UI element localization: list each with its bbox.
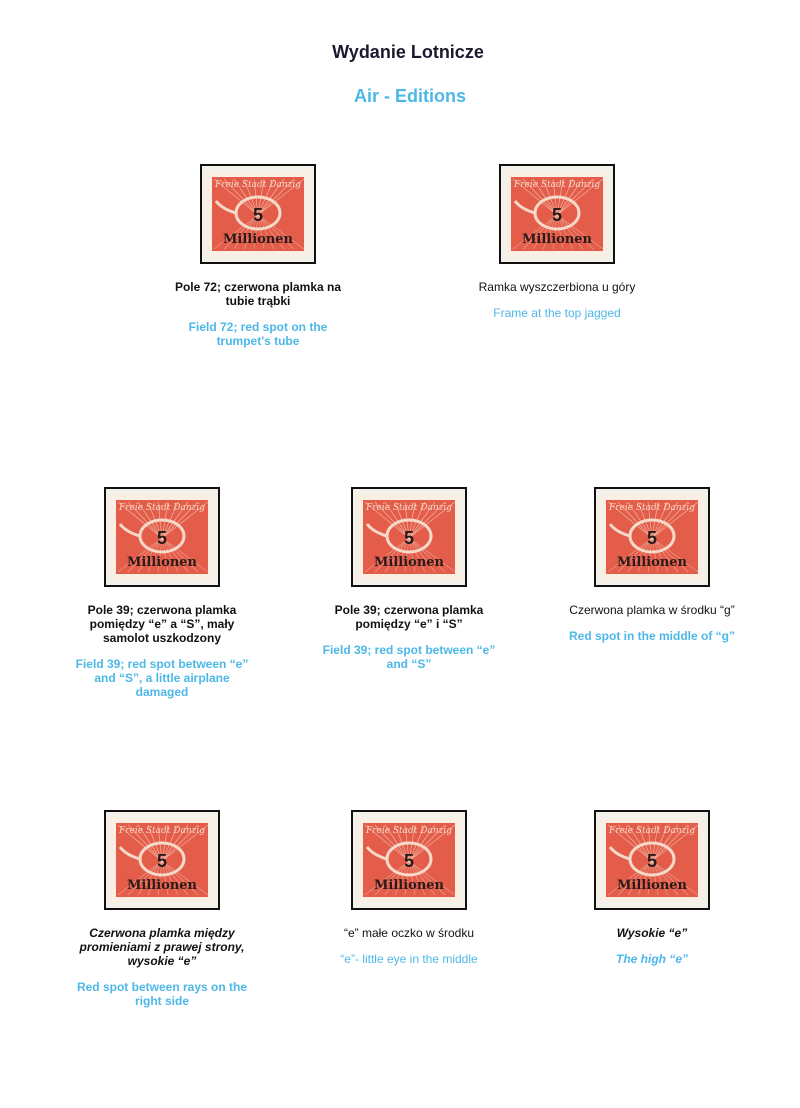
stamp-value: 5 bbox=[646, 851, 658, 871]
stamp-country-text: Freie Stadt Danzig bbox=[365, 503, 453, 513]
caption-polish: Czerwona plamka między promieniami z prawej strony, wysokie “e” bbox=[79, 926, 245, 968]
caption-english: “e”- little eye in the middle bbox=[340, 952, 478, 966]
stamp-mount bbox=[594, 487, 710, 587]
caption-english: Red spot in the middle of “g” bbox=[569, 629, 735, 643]
stamp-country-text: Freie Stadt Danzig bbox=[513, 180, 601, 190]
stamp-item-8 bbox=[532, 810, 772, 966]
stamp-overprint: Millionen bbox=[223, 232, 293, 247]
stamp-country-text: Freie Stadt Danzig bbox=[608, 503, 696, 513]
stamp-value: 5 bbox=[252, 205, 264, 225]
stamp-overprint: Millionen bbox=[617, 555, 687, 570]
caption-polish: Ramka wyszczerbiona u góry bbox=[478, 280, 636, 294]
stamp-country-text: Freie Stadt Danzig bbox=[608, 826, 696, 836]
stamp-image bbox=[505, 171, 609, 257]
stamp-overprint: Millionen bbox=[374, 878, 444, 893]
stamp-country-text: Freie Stadt Danzig bbox=[118, 503, 206, 513]
stamp-image bbox=[600, 494, 704, 580]
stamp-item-1 bbox=[138, 164, 378, 348]
stamp-item-7 bbox=[289, 810, 529, 966]
caption-polish: Pole 39; czerwona plamka pomiędzy “e” a “S”, mały samolot uszkodzony bbox=[87, 603, 237, 645]
stamp-mount bbox=[594, 810, 710, 910]
stamp-mount bbox=[104, 487, 220, 587]
caption-english: Field 39; red spot between “e” and “S”, a little airplane damaged bbox=[75, 657, 249, 699]
stamp-value: 5 bbox=[403, 851, 415, 871]
caption-polish: Pole 39; czerwona plamka pomiędzy “e” i “S” bbox=[334, 603, 484, 631]
stamp-value: 5 bbox=[646, 528, 658, 548]
stamp-image bbox=[600, 817, 704, 903]
page-subtitle: Air - Editions bbox=[354, 86, 466, 106]
stamp-item-6 bbox=[42, 810, 282, 1008]
stamp-mount bbox=[351, 810, 467, 910]
caption-english: Field 39; red spot between “e” and “S” bbox=[322, 643, 496, 671]
stamp-overprint: Millionen bbox=[127, 878, 197, 893]
caption-english: Field 72; red spot on the trumpet's tube bbox=[188, 320, 328, 348]
stamp-image bbox=[357, 817, 461, 903]
stamp-image bbox=[110, 817, 214, 903]
stamp-mount bbox=[200, 164, 316, 264]
stamp-country-text: Freie Stadt Danzig bbox=[214, 180, 302, 190]
caption-polish: “e” małe oczko w środku bbox=[343, 926, 475, 940]
page-title: Wydanie Lotnicze bbox=[332, 42, 484, 62]
stamp-mount bbox=[499, 164, 615, 264]
caption-english: The high “e” bbox=[616, 952, 688, 966]
stamp-overprint: Millionen bbox=[617, 878, 687, 893]
caption-polish: Czerwona plamka w środku “g” bbox=[569, 603, 735, 617]
caption-english: Red spot between rays on the right side bbox=[76, 980, 248, 1008]
stamp-item-5 bbox=[532, 487, 772, 643]
stamp-mount bbox=[351, 487, 467, 587]
stamp-value: 5 bbox=[403, 528, 415, 548]
stamp-item-2 bbox=[437, 164, 677, 320]
stamp-country-text: Freie Stadt Danzig bbox=[365, 826, 453, 836]
caption-polish: Pole 72; czerwona plamka na tubie trąbki bbox=[174, 280, 342, 308]
stamp-image bbox=[110, 494, 214, 580]
stamp-mount bbox=[104, 810, 220, 910]
stamp-item-4 bbox=[289, 487, 529, 671]
caption-polish: Wysokie “e” bbox=[616, 926, 688, 940]
stamp-value: 5 bbox=[156, 851, 168, 871]
stamp-image bbox=[206, 171, 310, 257]
stamp-country-text: Freie Stadt Danzig bbox=[118, 826, 206, 836]
stamp-value: 5 bbox=[551, 205, 563, 225]
stamp-value: 5 bbox=[156, 528, 168, 548]
stamp-image bbox=[357, 494, 461, 580]
stamp-overprint: Millionen bbox=[374, 555, 444, 570]
caption-english: Frame at the top jagged bbox=[493, 306, 621, 320]
stamp-item-3 bbox=[42, 487, 282, 699]
stamp-overprint: Millionen bbox=[127, 555, 197, 570]
stamp-overprint: Millionen bbox=[522, 232, 592, 247]
